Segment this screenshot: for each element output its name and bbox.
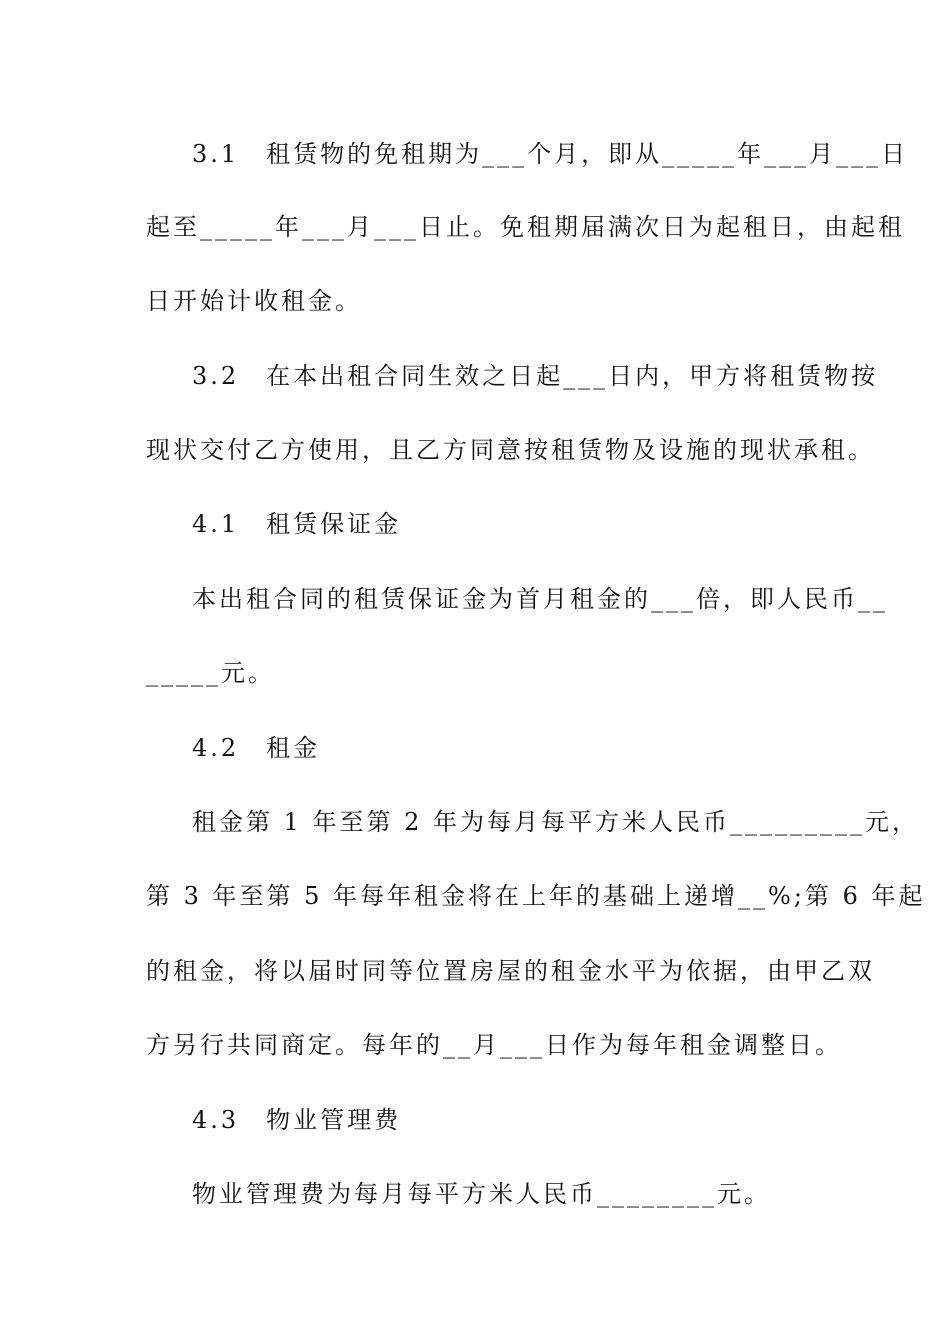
clause-3-1-line-2: 起至_____年___月___日止。免租期届满次日为起租日，由起租 xyxy=(146,213,905,241)
clause-4-2-line-4: 方另行共同商定。每年的__月___日作为每年租金调整日。 xyxy=(146,1031,842,1059)
clause-4-3-line-1: 物业管理费为每月每平方米人民币________元。 xyxy=(192,1180,771,1208)
clause-4-1-line-1: 本出租合同的租赁保证金为首月租金的___倍，即人民币__ xyxy=(192,585,888,613)
clause-4-1-line-2: _____元。 xyxy=(146,659,275,687)
clause-3-1-line-1: 3.1 租赁物的免租期为___个月，即从_____年___月___日 xyxy=(192,140,909,168)
clause-3-1-line-3: 日开始计收租金。 xyxy=(146,287,362,315)
clause-4-2-line-2: 第 3 年至第 5 年每年租金将在上年的基础上递增__%;第 6 年起 xyxy=(146,882,926,910)
clause-4-2-line-1: 租金第 1 年至第 2 年为每月每平方米人民币_________元， xyxy=(192,808,920,836)
clause-3-2-line-1: 3.2 在本出租合同生效之日起___日内，甲方将租赁物按 xyxy=(192,362,879,390)
clause-3-2-line-2: 现状交付乙方使用，且乙方同意按租赁物及设施的现状承租。 xyxy=(146,436,875,464)
clause-4-3-heading: 4.3 物业管理费 xyxy=(192,1106,402,1134)
clause-4-1-heading: 4.1 租赁保证金 xyxy=(192,510,402,538)
clause-4-2-heading: 4.2 租金 xyxy=(192,734,321,762)
clause-4-2-line-3: 的租金，将以届时同等位置房屋的租金水平为依据，由甲乙双 xyxy=(146,957,875,985)
